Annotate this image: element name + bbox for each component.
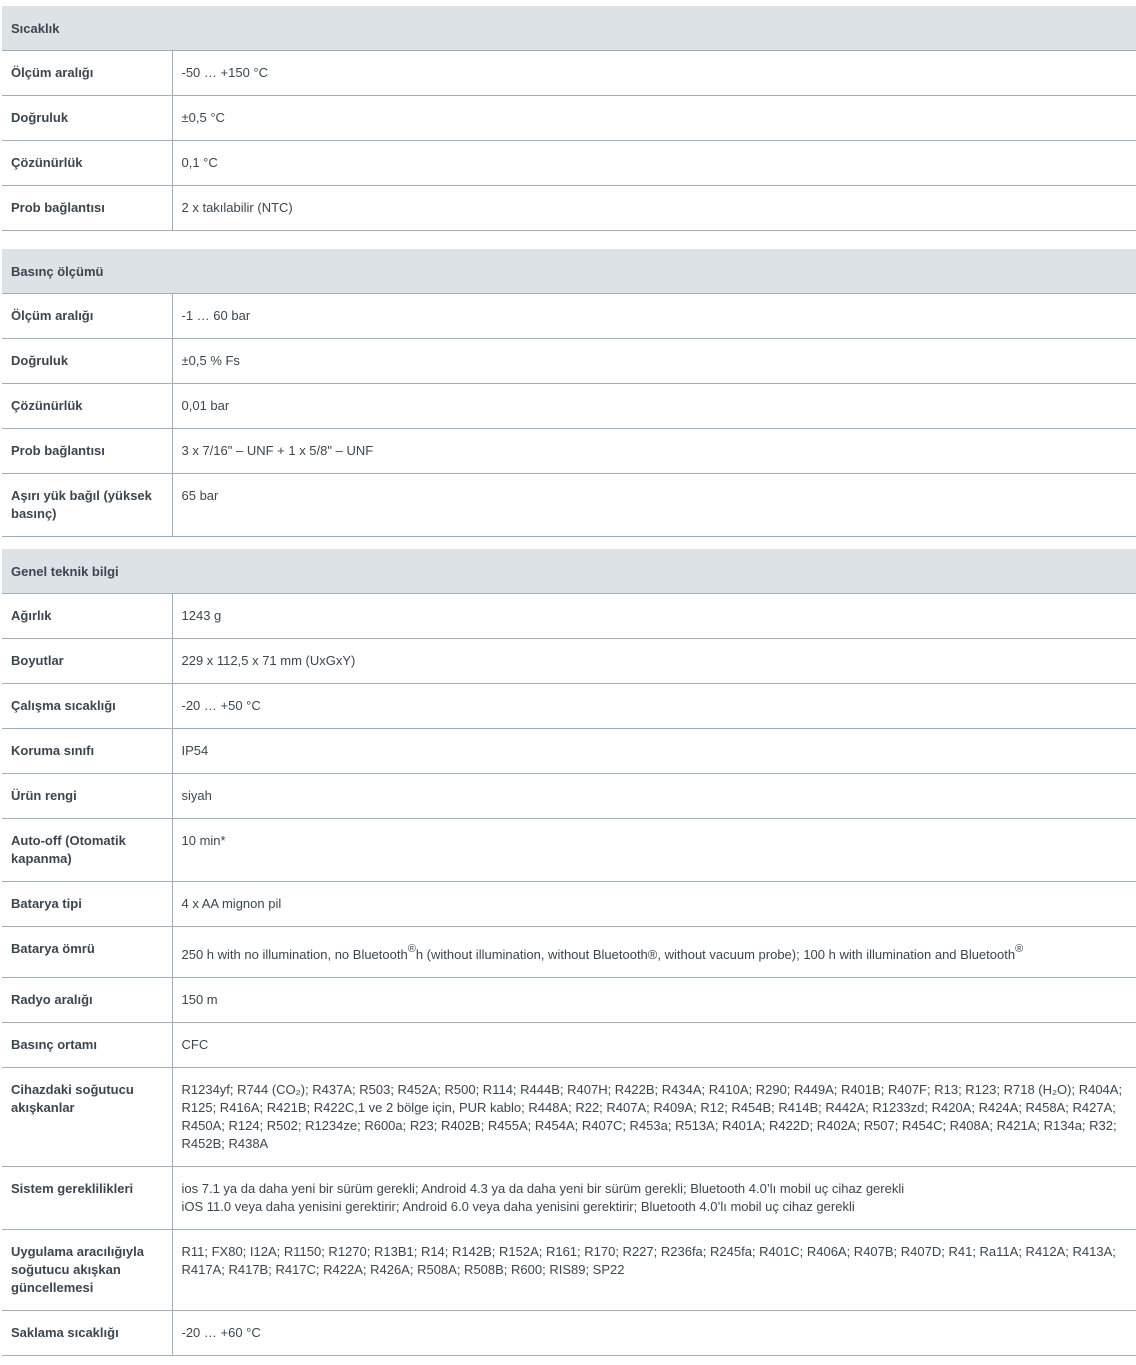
row-label: Basınç ortamı — [2, 1023, 172, 1068]
registered-mark: ® — [407, 943, 416, 955]
row-value: 1243 g — [172, 594, 1136, 639]
table-row — [2, 141, 1136, 186]
row-label: Doğruluk — [2, 96, 172, 141]
row-label: Ölçüm aralığı — [2, 51, 172, 96]
row-label: Ölçüm aralığı — [2, 294, 172, 339]
row-value: 2 x takılabilir (NTC) — [172, 186, 1136, 231]
row-label: Sistem gereklilikleri — [2, 1167, 172, 1230]
table-row — [2, 1068, 1136, 1167]
row-value: 150 m — [172, 978, 1136, 1023]
section-header-row — [2, 6, 1136, 51]
row-label: Ürün rengi — [2, 774, 172, 819]
spec-table-temperature — [2, 6, 1136, 231]
row-value — [172, 1167, 1136, 1230]
table-row — [2, 429, 1136, 474]
table-row — [2, 186, 1136, 231]
table-row — [2, 639, 1136, 684]
row-label: Çözünürlük — [2, 141, 172, 186]
table-row — [2, 927, 1136, 978]
table-row — [2, 882, 1136, 927]
row-value: R1234yf; R744 (CO₂); R437A; R503; R452A; R500; R114; R444B; R407H; R422B; R434A; R410A; R290; R449A; R401B; R407F; R13; R123; R718 (H₂O); R404A; R125; R416A; R421B; R422C,1 ve 2 bölge için, PUR kablo; R448A; R22; R407A; R409A; R12; R454B; R414B; R442A; R1233zd; R420A; R424A; R458A; R427A; R450A; R124; R502; R1234ze; R600a; R23; R402B; R455A; R454A; R407C; R453a; R513A; R401A; R422D; R402A; R507; R454C; R408A; R421A; R134a; R32; R452B; R438A — [172, 1068, 1136, 1167]
row-value: 10 min* — [172, 819, 1136, 882]
table-row — [2, 96, 1136, 141]
spec-table-pressure — [2, 249, 1136, 537]
section-title: Sıcaklık — [2, 6, 1136, 51]
registered-mark: ® — [1015, 943, 1024, 955]
row-label: Uygulama aracılığıyla soğutucu akışkan güncellemesi — [2, 1230, 172, 1311]
row-label: Batarya tipi — [2, 882, 172, 927]
table-row — [2, 594, 1136, 639]
row-label: Prob bağlantısı — [2, 186, 172, 231]
row-label: Radyo aralığı — [2, 978, 172, 1023]
row-value: -20 … +60 °C — [172, 1311, 1136, 1356]
row-label: Auto-off (Otomatik kapanma) — [2, 819, 172, 882]
table-row — [2, 978, 1136, 1023]
table-row — [2, 384, 1136, 429]
row-value: 4 x AA mignon pil — [172, 882, 1136, 927]
table-row — [2, 729, 1136, 774]
row-label: Çalışma sıcaklığı — [2, 684, 172, 729]
row-value: ±0,5 % Fs — [172, 339, 1136, 384]
table-row — [2, 819, 1136, 882]
row-value: ±0,5 °C — [172, 96, 1136, 141]
row-value: 229 x 112,5 x 71 mm (UxGxY) — [172, 639, 1136, 684]
table-row — [2, 684, 1136, 729]
table-row — [2, 1167, 1136, 1230]
table-row — [2, 474, 1136, 537]
row-value: 3 x 7/16" – UNF + 1 x 5/8" – UNF — [172, 429, 1136, 474]
table-row — [2, 774, 1136, 819]
row-value: 0,01 bar — [172, 384, 1136, 429]
value-part: 250 h with no illumination, no Bluetooth — [181, 947, 408, 962]
row-value: siyah — [172, 774, 1136, 819]
value-part: h (without illumination, without Bluetooth®, without vacuum probe); 100 h with illumination and Bluetooth — [415, 947, 1016, 962]
row-value: 65 bar — [172, 474, 1136, 537]
row-value: IP54 — [172, 729, 1136, 774]
row-label: Ağırlık — [2, 594, 172, 639]
value-line: iOS 11.0 veya daha yenisini gerektirir; Android 6.0 veya daha yenisini gerektirir; Bluetooth 4.0’lı mobil uç cihaz gerekli — [181, 1199, 855, 1214]
table-row — [2, 1311, 1136, 1356]
row-label: Batarya ömrü — [2, 927, 172, 978]
row-value: 0,1 °C — [172, 141, 1136, 186]
row-value: R11; FX80; I12A; R1150; R1270; R13B1; R14; R142B; R152A; R161; R170; R227; R236fa; R245fa; R401C; R406A; R407B; R407D; R41; Ra11A; R412A; R413A; R417A; R417B; R417C; R422A; R426A; R508A; R508B; R600; RIS89; SP22 — [172, 1230, 1136, 1311]
value-line: ios 7.1 ya da daha yeni bir sürüm gerekli; Android 4.3 ya da daha yeni bir sürüm gerekli; Bluetooth 4.0’lı mobil uç cihaz gerekli — [181, 1181, 905, 1196]
row-value: -20 … +50 °C — [172, 684, 1136, 729]
section-title: Basınç ölçümü — [2, 249, 1136, 294]
table-row — [2, 1230, 1136, 1311]
row-label: Saklama sıcaklığı — [2, 1311, 172, 1356]
row-label: Boyutlar — [2, 639, 172, 684]
section-title: Genel teknik bilgi — [2, 549, 1136, 594]
row-value: CFC — [172, 1023, 1136, 1068]
row-label: Prob bağlantısı — [2, 429, 172, 474]
table-row — [2, 339, 1136, 384]
row-label: Çözünürlük — [2, 384, 172, 429]
section-header-row — [2, 249, 1136, 294]
row-value — [172, 927, 1136, 978]
section-header-row — [2, 549, 1136, 594]
table-row — [2, 51, 1136, 96]
row-value: -1 … 60 bar — [172, 294, 1136, 339]
row-label: Aşırı yük bağıl (yüksek basınç) — [2, 474, 172, 537]
row-label: Doğruluk — [2, 339, 172, 384]
spec-table-general — [2, 549, 1136, 1356]
row-label: Koruma sınıfı — [2, 729, 172, 774]
table-row — [2, 294, 1136, 339]
row-label: Cihazdaki soğutucu akışkanlar — [2, 1068, 172, 1167]
table-row — [2, 1023, 1136, 1068]
row-value: -50 … +150 °C — [172, 51, 1136, 96]
